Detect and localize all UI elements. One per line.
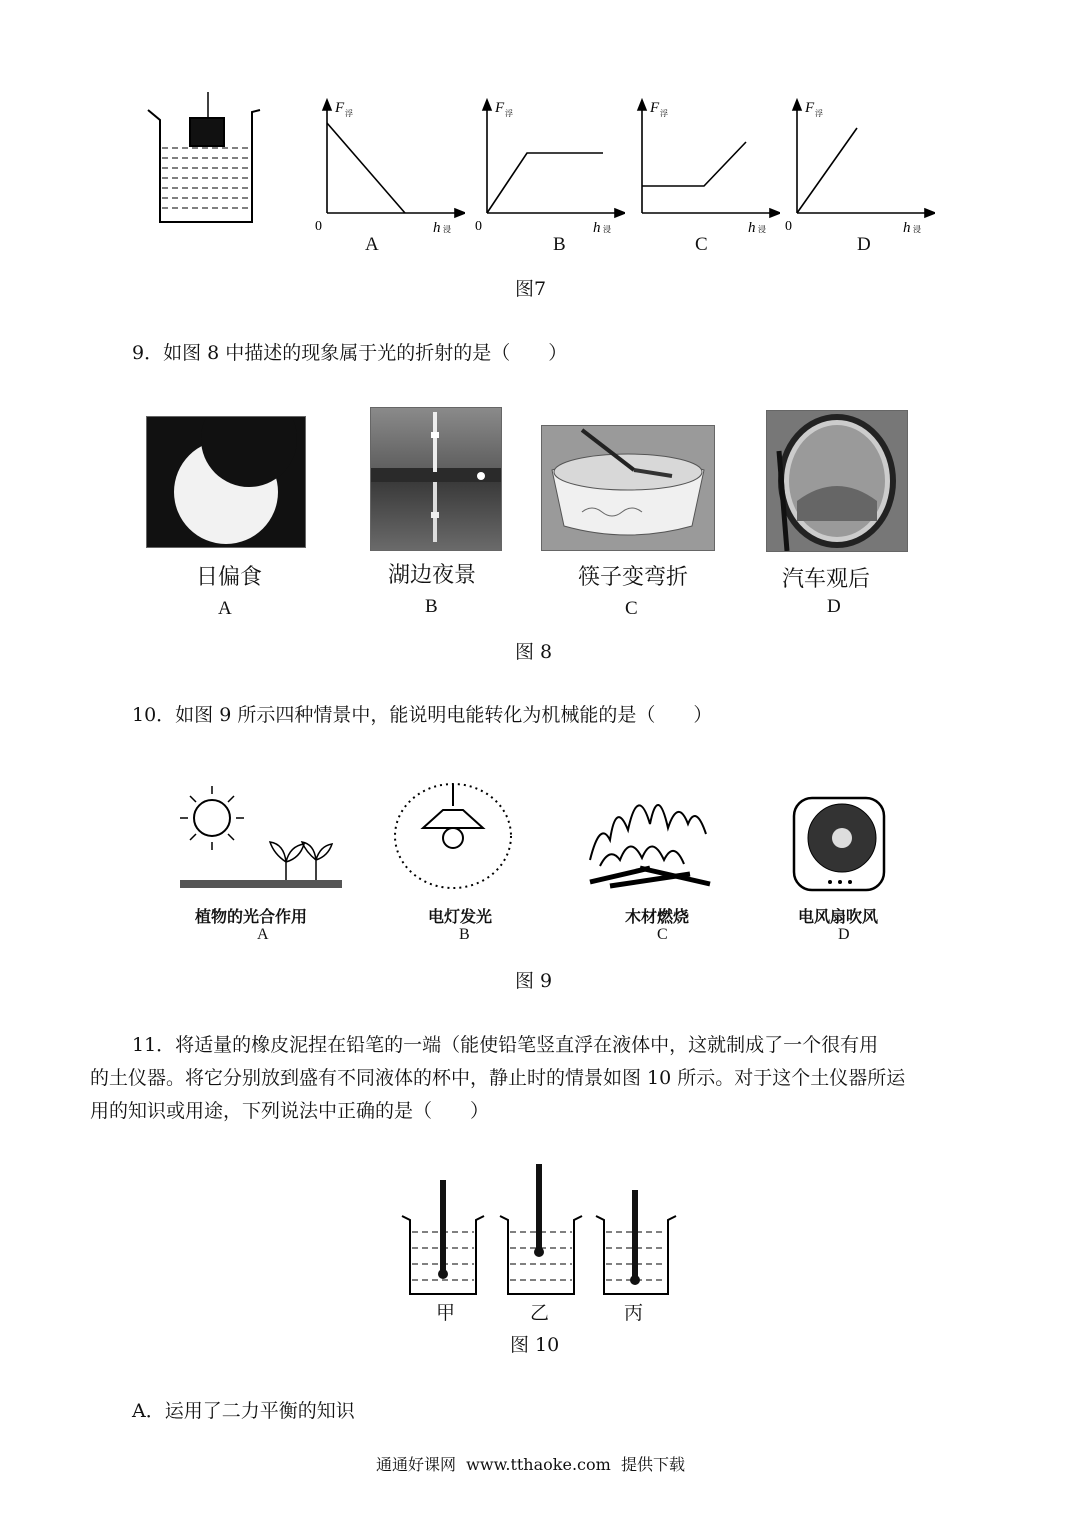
svg-text:浮: 浮 [345,109,353,118]
question-10-text: 10．如图 9 所示四种情景中，能说明电能转化为机械能的是（ ） [132,704,713,726]
svg-text:h: h [593,220,601,233]
graph-a-y-label: F [335,100,345,116]
figure-7-caption: 图7 [515,278,547,300]
q9-item-b-label: 湖边夜景 [388,563,477,588]
beaker-label-bing: 丙 [624,1302,644,1324]
photo-bent-chopstick [541,425,715,551]
svg-text:F: F [805,100,815,116]
figure-10-beakers [400,1160,690,1300]
photo-partial-eclipse [146,416,306,548]
photo-lakeside-night [370,407,502,551]
q11-option-a: A．运用了二力平衡的知识 [132,1400,355,1422]
q10-item-b-label: 电灯发光 [428,907,493,926]
question-11-line-2: 的土仪器。将它分别放到盛有不同液体的杯中，静止时的情景如图 10 所示。对于这个土仪器所运 [90,1067,906,1089]
q10-item-a-letter: A [257,926,269,943]
illustration-electric-lamp [388,776,518,891]
question-11-line-1: 11．将适量的橡皮泥捏在铅笔的一端（能使铅笔竖直浮在液体中，这就制成了一个很有用 [132,1034,879,1056]
svg-text:浸: 浸 [443,225,451,233]
figure-10-caption: 图 10 [510,1334,560,1356]
graph-c-letter: C [695,234,708,255]
svg-text:0: 0 [785,219,792,233]
svg-text:h: h [433,220,441,233]
q10-item-a-label: 植物的光合作用 [195,907,308,926]
photo-rearview-mirror [766,410,908,552]
q10-item-b-letter: B [459,926,470,943]
q9-item-a-label: 日偏食 [196,565,263,590]
q10-item-c-label: 木材燃烧 [625,907,690,926]
svg-text:浮: 浮 [815,109,823,118]
svg-text:F: F [650,100,660,116]
figure-8-caption: 图 8 [515,641,553,663]
graph-a [315,98,465,258]
graph-b-letter: B [553,234,566,255]
q9-item-c-label: 筷子变弯折 [578,565,689,590]
svg-text:0: 0 [475,219,482,233]
q9-item-d-letter: D [827,596,841,617]
illustration-photosynthesis [176,780,346,895]
q9-item-d-label: 汽车观后 [782,567,871,592]
question-11-line-3: 用的知识或用途，下列说法中正确的是（ ） [90,1100,490,1122]
q9-item-c-letter: C [625,598,638,619]
beaker-label-yi: 乙 [530,1302,550,1324]
svg-text:浮: 浮 [660,109,668,118]
q9-item-a-letter: A [218,598,232,619]
q10-item-d-letter: D [838,926,850,943]
graph-b [475,98,625,258]
svg-text:浮: 浮 [505,109,513,118]
illustration-burning-wood [580,790,720,890]
graph-d-letter: D [857,234,871,255]
svg-text:浸: 浸 [758,225,766,233]
page-footer: 通通好课网 www.tthaoke.com 提供下载 [376,1455,685,1474]
illustration-electric-fan [790,794,890,894]
q9-item-b-letter: B [425,596,438,617]
beaker-label-jia: 甲 [436,1302,456,1324]
svg-text:h: h [903,220,911,233]
svg-text:h: h [748,220,756,233]
svg-text:0: 0 [315,219,322,233]
graph-a-letter: A [365,234,379,255]
svg-text:浸: 浸 [913,225,921,233]
q10-item-c-letter: C [657,926,668,943]
question-9-text: 9．如图 8 中描述的现象属于光的折射的是（ ） [132,342,568,364]
svg-text:F: F [495,100,505,116]
beaker-with-block [148,92,260,222]
svg-text:浸: 浸 [603,225,611,233]
q10-item-d-label: 电风扇吹风 [798,907,879,926]
figure-7 [130,90,950,270]
figure-9-caption: 图 9 [515,970,553,992]
